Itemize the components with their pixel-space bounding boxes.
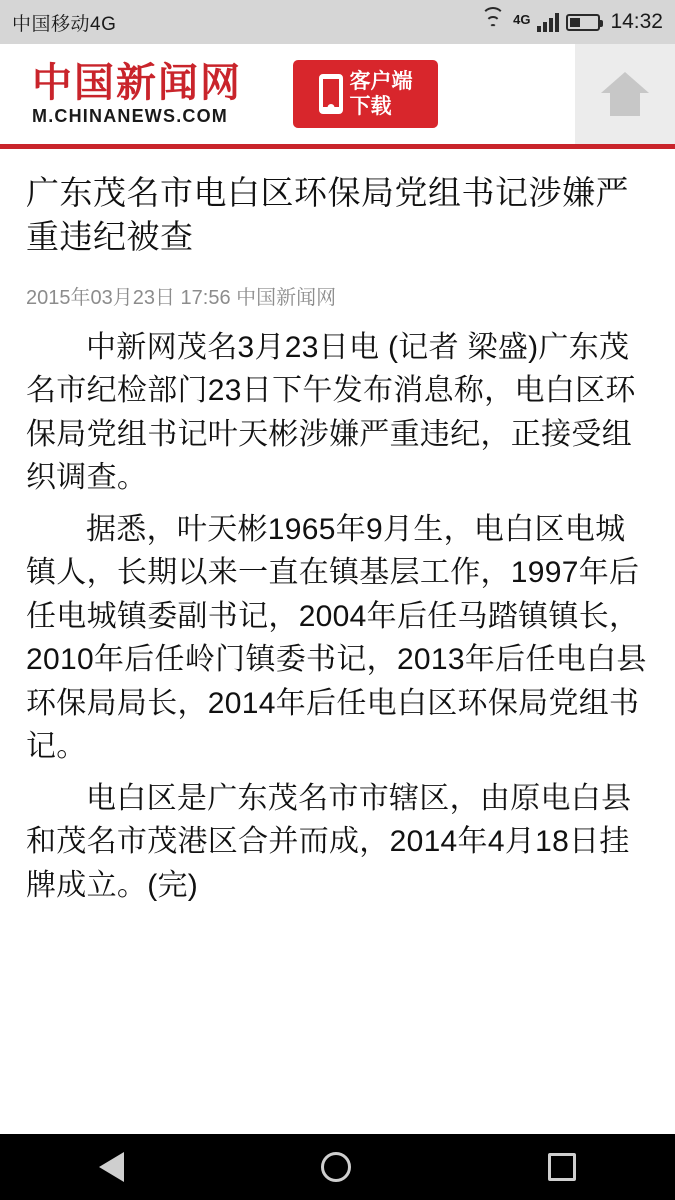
back-icon[interactable] xyxy=(99,1152,124,1182)
article-paragraph: 电白区是广东茂名市市辖区，由原电白县和茂名市茂港区合并而成，2014年4月18日挂牌成立。(完) xyxy=(26,781,632,902)
article-meta: 2015年03月23日 17:56 中国新闻网 xyxy=(26,286,337,309)
status-bar xyxy=(0,0,675,44)
article-paragraph: 中新网茂名3月23日电 (记者 梁盛)广东茂名市纪检部门23日下午发布消息称，电白区环保局党组书记叶天彬涉嫌严重违纪，正接受组织调查。 xyxy=(26,330,636,495)
android-navigation-bar xyxy=(0,1134,675,1200)
app-download-line2: 下载 xyxy=(349,95,392,118)
site-home-button[interactable] xyxy=(575,44,675,144)
recent-apps-icon[interactable] xyxy=(548,1153,576,1181)
site-logo[interactable] xyxy=(10,59,275,127)
network-type-label: 4G xyxy=(513,12,531,27)
app-download-label xyxy=(350,69,413,119)
article-body[interactable] xyxy=(0,149,675,1134)
article-paragraph: 据悉，叶天彬1965年9月生，电白区电城镇人，长期以来一直在镇基层工作，1997年后任电城镇委副书记，2004年后任马踏镇镇长，2010年后任岭门镇委书记，2013年后任电白县环保局局长，2014年后任电白区环保局党组书记。 xyxy=(26,512,647,764)
carrier-label: 中国移动4G xyxy=(12,13,117,35)
site-logo-text: 中国新闻网 xyxy=(32,59,242,105)
app-download-button[interactable] xyxy=(293,60,438,128)
home-icon xyxy=(601,72,649,116)
app-download-line1: 客户端 xyxy=(349,69,413,93)
wifi-icon xyxy=(480,12,506,32)
mobile-phone-icon xyxy=(319,74,343,114)
signal-bars-icon xyxy=(537,12,559,32)
home-icon[interactable] xyxy=(321,1152,351,1182)
site-logo-url: M.CHINANEWS.COM xyxy=(32,105,228,126)
page-title: 广东茂名市电白区环保局党组书记涉嫌严重违纪被查 xyxy=(26,174,629,255)
site-header xyxy=(0,44,675,149)
clock-label: 14:32 xyxy=(610,10,663,33)
battery-icon xyxy=(566,14,600,31)
status-icons xyxy=(480,10,663,34)
